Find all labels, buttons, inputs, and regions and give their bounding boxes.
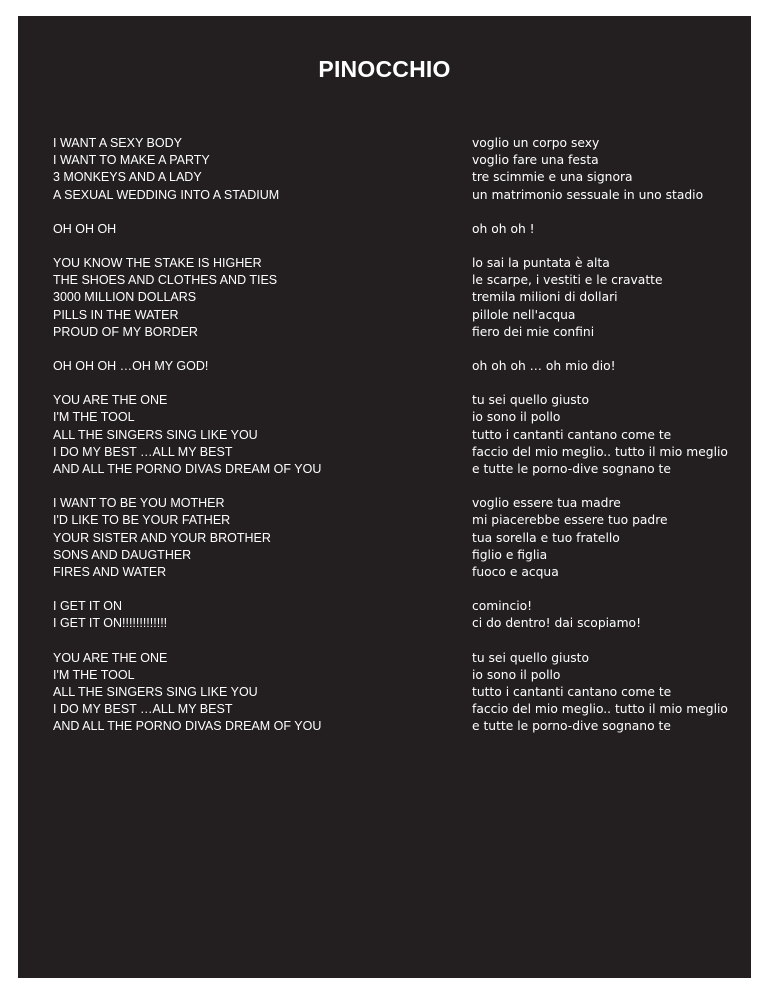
italian-lyric-line: comincio! <box>472 599 533 614</box>
english-lyric-line: ALL THE SINGERS SING LIKE YOU <box>53 427 258 442</box>
english-stanza <box>53 358 453 375</box>
italian-lyric-line: tutto i cantanti cantano come te <box>472 427 672 442</box>
english-lyric-line: I'D LIKE TO BE YOUR FATHER <box>53 513 231 528</box>
italian-lyric-line: io sono il pollo <box>472 667 561 682</box>
page-title: PINOCCHIO <box>318 56 451 82</box>
english-lyric-line: I'M THE TOOL <box>53 667 135 682</box>
italian-lyric-line: fuoco e acqua <box>472 565 559 580</box>
english-stanza <box>53 135 453 204</box>
english-lyric-line: ALL THE SINGERS SING LIKE YOU <box>53 685 258 700</box>
english-lyric-line: I DO MY BEST …ALL MY BEST <box>53 702 233 717</box>
english-stanza <box>53 650 453 736</box>
italian-lyric-line: un matrimonio sessuale in uno stadio <box>472 187 704 202</box>
english-lyric-line: OH OH OH <box>53 221 117 236</box>
english-lyric-line: I WANT A SEXY BODY <box>53 136 182 150</box>
english-lyric-line: PILLS IN THE WATER <box>53 307 179 322</box>
italian-lyric-line: tremila milioni di dollari <box>472 290 618 305</box>
english-lyric-line: I WANT TO BE YOU MOTHER <box>53 496 225 511</box>
italian-lyric-line: fiero dei mie confini <box>472 324 595 339</box>
english-lyric-line: PROUD OF MY BORDER <box>53 324 198 339</box>
english-lyric-line: YOUR SISTER AND YOUR BROTHER <box>53 530 271 545</box>
italian-lyric-line: mi piacerebbe essere tuo padre <box>472 513 668 528</box>
english-lyric-line: AND ALL THE PORNO DIVAS DREAM OF YOU <box>53 719 322 734</box>
english-lyric-line: THE SHOES AND CLOTHES AND TIES <box>53 273 278 288</box>
english-lyric-line: YOU ARE THE ONE <box>53 650 168 665</box>
italian-lyric-line: io sono il pollo <box>472 410 561 425</box>
italian-lyric-line: pillole nell'acqua <box>472 307 576 322</box>
italian-lyric-line: tu sei quello giusto <box>472 650 590 665</box>
english-stanza <box>53 255 453 341</box>
italian-lyric-line: tutto i cantanti cantano come te <box>472 685 672 700</box>
italian-lyric-line: tua sorella e tuo fratello <box>472 530 620 545</box>
italian-lyric-line: ci do dentro! dai scopiamo! <box>472 616 642 631</box>
lyrics-sheet <box>18 16 751 978</box>
english-lyric-line: YOU KNOW THE STAKE IS HIGHER <box>53 256 262 271</box>
english-lyric-line: 3000 MILLION DOLLARS <box>53 290 197 305</box>
italian-stanza <box>472 255 747 341</box>
italian-lyric-line: tre scimmie e una signora <box>472 170 633 185</box>
english-stanza <box>53 392 453 478</box>
english-stanza <box>53 495 453 581</box>
italian-stanza <box>472 358 747 375</box>
italian-lyric-line: figlio e figlia <box>472 547 548 562</box>
english-lyrics-column <box>53 135 453 753</box>
italian-stanza <box>472 135 747 204</box>
italian-lyric-line: e tutte le porno-dive sognano te <box>472 719 671 734</box>
italian-lyric-line: oh oh oh … oh mio dio! <box>472 359 616 374</box>
english-lyric-line: I GET IT ON <box>53 599 122 614</box>
italian-lyric-line: oh oh oh ! <box>472 221 535 236</box>
italian-stanza <box>472 650 747 736</box>
italian-lyric-line: voglio essere tua madre <box>472 496 621 511</box>
italian-lyrics-column <box>472 135 747 753</box>
italian-stanza <box>472 495 747 581</box>
english-stanza <box>53 221 453 238</box>
english-lyric-line: I'M THE TOOL <box>53 410 135 425</box>
italian-stanza <box>472 392 747 478</box>
italian-lyric-line: voglio fare una festa <box>472 153 599 168</box>
english-lyric-line: I GET IT ON!!!!!!!!!!!!! <box>53 616 168 631</box>
english-lyric-line: I DO MY BEST …ALL MY BEST <box>53 444 233 459</box>
english-stanza <box>53 598 453 632</box>
english-lyric-line: I WANT TO MAKE A PARTY <box>53 153 210 168</box>
english-lyric-line: YOU ARE THE ONE <box>53 393 168 408</box>
italian-lyric-line: e tutte le porno-dive sognano te <box>472 462 671 477</box>
italian-lyric-line: voglio un corpo sexy <box>472 136 600 150</box>
italian-lyric-line: le scarpe, i vestiti e le cravatte <box>472 273 663 288</box>
italian-lyric-line: tu sei quello giusto <box>472 393 590 408</box>
english-lyric-line: AND ALL THE PORNO DIVAS DREAM OF YOU <box>53 462 322 477</box>
english-lyric-line: FIRES AND WATER <box>53 565 167 580</box>
italian-lyric-line: faccio del mio meglio.. tutto il mio meglio <box>472 702 728 717</box>
italian-lyric-line: lo sai la puntata è alta <box>472 256 610 271</box>
english-lyric-line: OH OH OH …OH MY GOD! <box>53 359 209 374</box>
english-lyric-line: A SEXUAL WEDDING INTO A STADIUM <box>53 187 280 202</box>
italian-stanza <box>472 221 747 238</box>
italian-stanza <box>472 598 747 632</box>
english-lyric-line: SONS AND DAUGTHER <box>53 547 192 562</box>
italian-lyric-line: faccio del mio meglio.. tutto il mio meglio <box>472 444 728 459</box>
english-lyric-line: 3 MONKEYS AND A LADY <box>53 170 202 185</box>
